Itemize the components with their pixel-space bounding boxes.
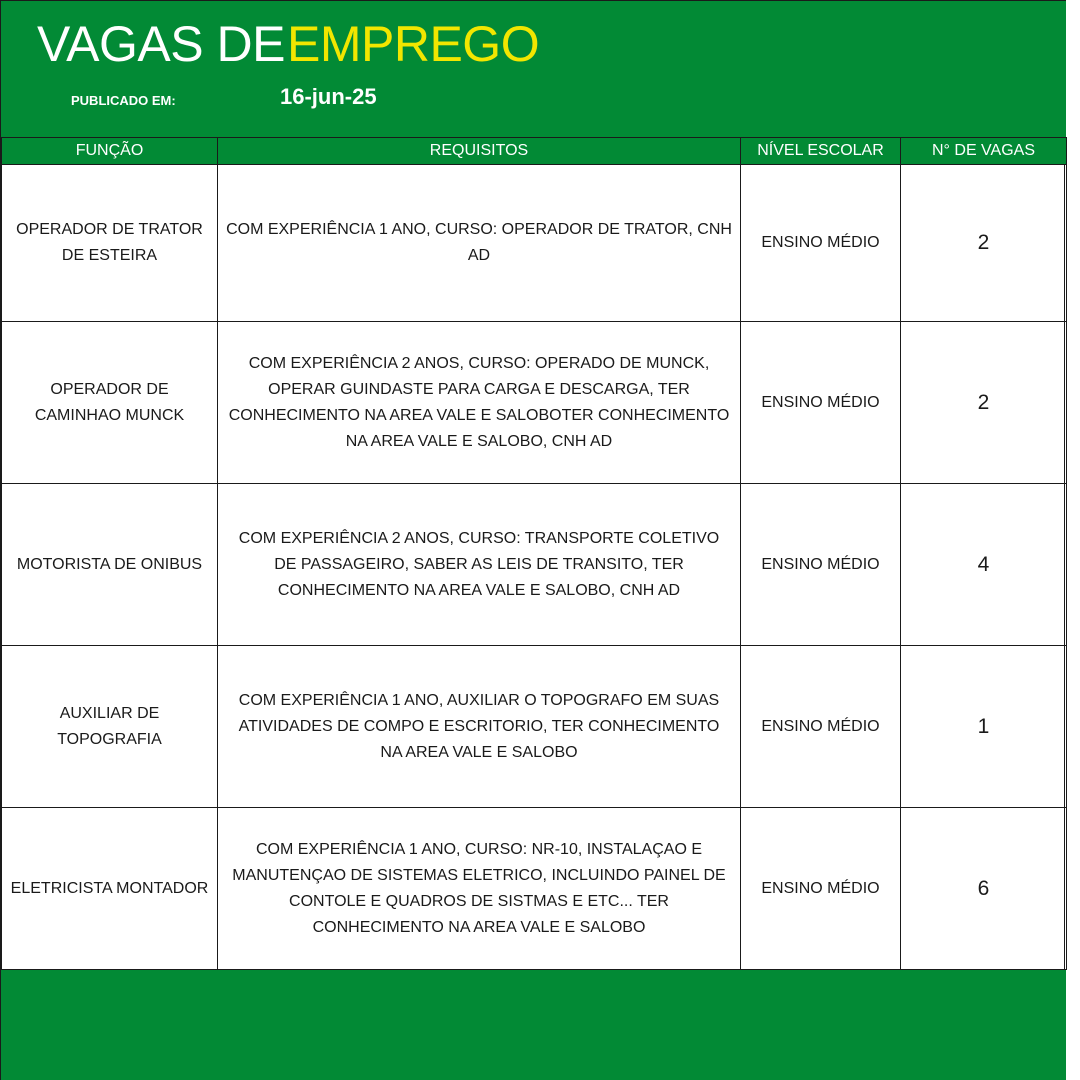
cell-vagas: 1 xyxy=(901,646,1067,808)
cell-funcao: OPERADOR DE CAMINHAO MUNCK xyxy=(2,322,218,484)
footer-banner xyxy=(1,969,1066,1080)
table-row xyxy=(2,322,1067,484)
column-header-numero-vagas: N° DE VAGAS xyxy=(901,138,1067,165)
jobs-table xyxy=(1,137,1067,970)
cell-vagas: 6 xyxy=(901,808,1067,970)
cell-nivel-escolar: ENSINO MÉDIO xyxy=(741,165,901,322)
table-row xyxy=(2,808,1067,970)
header-banner xyxy=(1,0,1066,137)
title-vagas-de: VAGAS DE xyxy=(37,16,285,72)
cell-funcao: AUXILIAR DE TOPOGRAFIA xyxy=(2,646,218,808)
cell-requisitos: COM EXPERIÊNCIA 1 ANO, AUXILIAR O TOPOGRAFO EM SUAS ATIVIDADES DE COMPO E ESCRITORIO, TER CONHECIMENTO NA AREA VALE E SALOBO xyxy=(218,646,741,808)
table-row xyxy=(2,484,1067,646)
column-header-funcao: FUNÇÃO xyxy=(2,138,218,165)
cell-nivel-escolar: ENSINO MÉDIO xyxy=(741,322,901,484)
cell-vagas: 4 xyxy=(901,484,1067,646)
cell-requisitos: COM EXPERIÊNCIA 1 ANO, CURSO: OPERADOR DE TRATOR, CNH AD xyxy=(218,165,741,322)
cell-nivel-escolar: ENSINO MÉDIO xyxy=(741,646,901,808)
cell-vagas: 2 xyxy=(901,322,1067,484)
cell-requisitos: COM EXPERIÊNCIA 2 ANOS, CURSO: TRANSPORTE COLETIVO DE PASSAGEIRO, SABER AS LEIS DE TRANSITO, TER CONHECIMENTO NA AREA VALE E SALOBO, CNH AD xyxy=(218,484,741,646)
cell-nivel-escolar: ENSINO MÉDIO xyxy=(741,484,901,646)
cell-vagas: 2 xyxy=(901,165,1067,322)
column-header-requisitos: REQUISITOS xyxy=(218,138,741,165)
cell-requisitos: COM EXPERIÊNCIA 1 ANO, CURSO: NR-10, INSTALAÇAO E MANUTENÇAO DE SISTEMAS ELETRICO, INCLUINDO PAINEL DE CONTOLE E QUADROS DE SISTMAS E ETC... TER CONHECIMENTO NA AREA VALE E SALOBO xyxy=(218,808,741,970)
table-row xyxy=(2,646,1067,808)
column-header-nivel-escolar: NÍVEL ESCOLAR xyxy=(741,138,901,165)
table-header-row xyxy=(2,138,1067,165)
cell-nivel-escolar: ENSINO MÉDIO xyxy=(741,808,901,970)
cell-funcao: ELETRICISTA MONTADOR xyxy=(2,808,218,970)
table-row xyxy=(2,165,1067,322)
published-date: 16-jun-25 xyxy=(280,84,377,109)
cell-requisitos: COM EXPERIÊNCIA 2 ANOS, CURSO: OPERADO DE MUNCK, OPERAR GUINDASTE PARA CARGA E DESCARGA, TER CONHECIMENTO NA AREA VALE E SALOBOTER CONHECIMENTO NA AREA VALE E SALOBO, CNH AD xyxy=(218,322,741,484)
cell-funcao: OPERADOR DE TRATOR DE ESTEIRA xyxy=(2,165,218,322)
cell-funcao: MOTORISTA DE ONIBUS xyxy=(2,484,218,646)
title-emprego: EMPREGO xyxy=(287,16,540,72)
published-label: PUBLICADO EM: xyxy=(71,93,176,108)
